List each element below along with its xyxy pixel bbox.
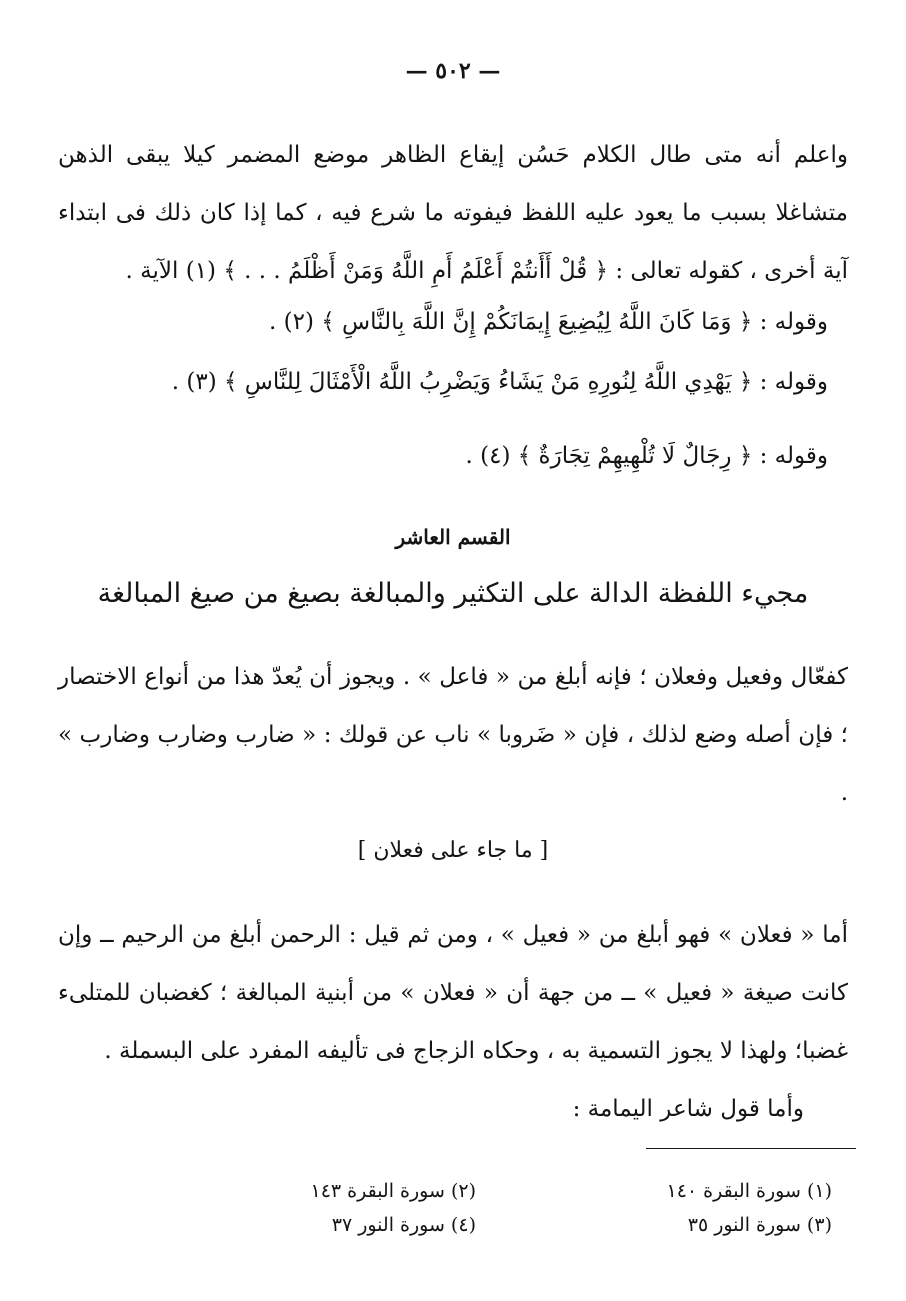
page-number: — ٥٠٢ — bbox=[405, 58, 501, 84]
footnote-4: (٤) سورة النور ٣٧ bbox=[331, 1214, 476, 1236]
footnote-1: (١) سورة البقرة ١٤٠ bbox=[666, 1180, 832, 1202]
subsection-paragraph-block bbox=[58, 906, 848, 1138]
quote-line-2: وقوله : ﴿ يَهْدِي اللَّهُ لِنُورِهِ مَنْ يَشَاءُ وَيَضْرِبُ اللَّهُ الْأَمْثَالَ لِلنَّاسِ ﴾ (٣) . bbox=[171, 369, 828, 395]
subheading-text: [ ما جاء على فعلان ] bbox=[357, 838, 549, 863]
footnote-3: (٣) سورة النور ٣٥ bbox=[687, 1214, 832, 1236]
footnote-divider bbox=[646, 1148, 856, 1149]
closing-line: وأما قول شاعر اليمامة : bbox=[572, 1096, 804, 1122]
subheading bbox=[0, 838, 906, 863]
quote-line-1: وقوله : ﴿ وَمَا كَانَ اللَّهُ لِيُضِيعَ إِيمَانَكُمْ إِنَّ اللَّهَ بِالنَّاسِ ﴾ (٢) . bbox=[269, 309, 828, 335]
section-title: مجيء اللفظة الدالة على التكثير والمبالغة بصيغ من صيغ المبالغة bbox=[97, 578, 809, 609]
footnote-2: (٢) سورة البقرة ١٤٣ bbox=[310, 1180, 476, 1202]
section-label: القسم العاشر bbox=[395, 525, 511, 549]
intro-paragraph-block bbox=[58, 126, 848, 300]
quote-line-3: وقوله : ﴿ رِجَالٌ لَا تُلْهِيهِمْ تِجَارَةٌ ﴾ (٤) . bbox=[465, 443, 828, 469]
section-paragraph-block bbox=[58, 648, 848, 822]
subsection-paragraph: أما « فعلان » فهو أبلغ من « فعيل » ، ومن ثم قيل : الرحمن أبلغ من الرحيم ــ وإن كانت صيغة « فعيل » ــ من جهة أن « فعلان » من أبنية المبالغة ؛ كغضبان للمتلىء غضبا؛ ولهذا لا يجوز التسمية به ، وحكاه الزجاج فى تأليفه المفرد على البسملة . bbox=[58, 922, 848, 1064]
intro-paragraph: واعلم أنه متى طال الكلام حَسُن إيقاع الظاهر موضع المضمر كيلا يبقى الذهن متشاغلا بسبب ما يعود عليه اللفظ فيفوته ما شرع فيه ، كما إذا كان ذلك فى ابتداء آية أخرى ، كقوله تعالى : ﴿ قُلْ أَأَنتُمْ أَعْلَمُ أَمِ اللَّهُ وَمَنْ أَظْلَمُ . . . ﴾ (١) الآية . bbox=[58, 142, 848, 284]
section-paragraph: كفعّال وفعيل وفعلان ؛ فإنه أبلغ من « فاعل » . ويجوز أن يُعدّ هذا من أنواع الاختصار ؛ فإن أصله وضع لذلك ، فإن « ضَروبا » ناب عن قولك : « ضارب وضارب وضارب » . bbox=[58, 664, 848, 806]
